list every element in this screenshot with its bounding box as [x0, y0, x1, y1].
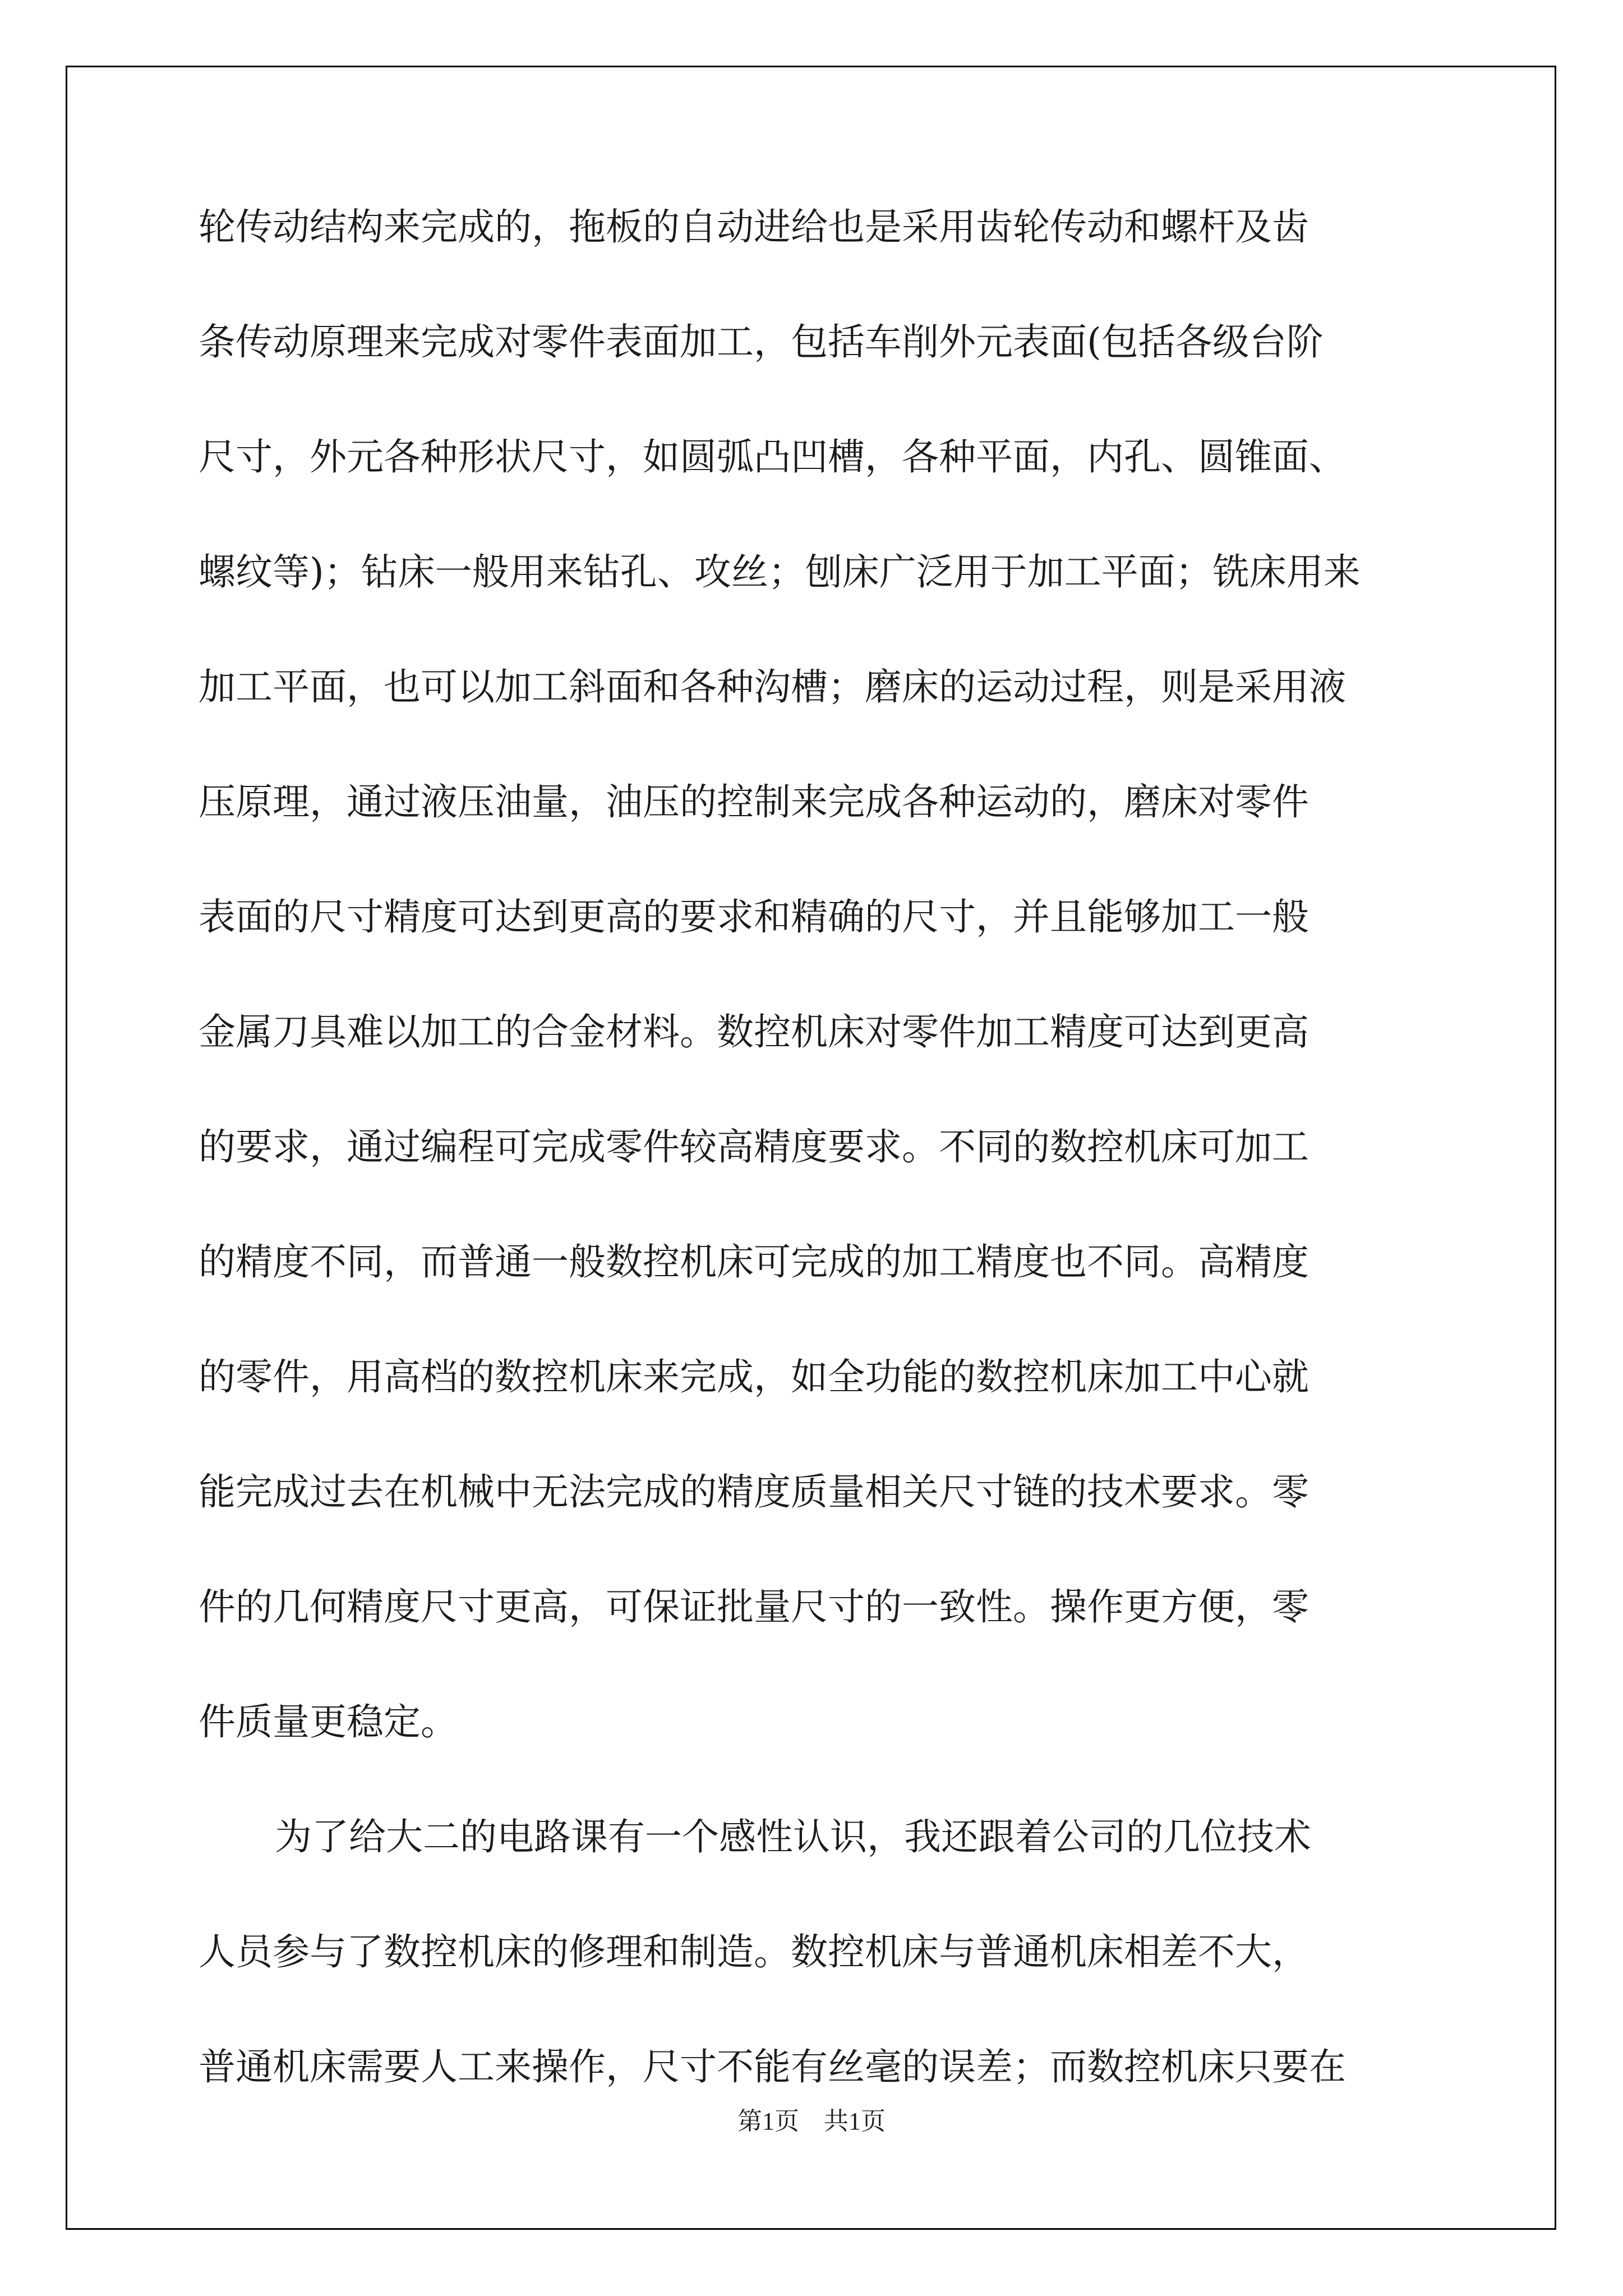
text-line: 条传动原理来完成对零件表面加工，包括车削外元表面(包括各级台阶	[199, 320, 1324, 364]
text-line: 螺纹等)；钻床一般用来钻孔、攻丝；刨床广泛用于加工平面；铣床用来	[199, 550, 1361, 593]
text-line: 能完成过去在机械中无法完成的精度质量相关尺寸链的技术要求。零	[199, 1470, 1309, 1513]
text-line: 压原理，通过液压油量，油压的控制来完成各种运动的，磨床对零件	[199, 780, 1309, 823]
page-number: 第1页	[737, 2108, 799, 2135]
document-body	[199, 205, 1432, 2160]
text-line: 的零件，用高档的数控机床来完成，如全功能的数控机床加工中心就	[199, 1355, 1309, 1398]
text-line: 加工平面，也可以加工斜面和各种沟槽；磨床的运动过程，则是采用液	[199, 665, 1346, 708]
text-line: 轮传动结构来完成的，拖板的自动进给也是采用齿轮传动和螺杆及齿	[199, 205, 1309, 249]
text-line: 的要求，通过编程可完成零件较高精度要求。不同的数控机床可加工	[199, 1125, 1309, 1168]
paragraph-first-line: 为了给大二的电路课有一个感性认识，我还跟着公司的几位技术	[275, 1815, 1311, 1858]
text-line: 件的几何精度尺寸更高，可保证批量尺寸的一致性。操作更方便，零	[199, 1585, 1309, 1628]
text-line: 表面的尺寸精度可达到更高的要求和精确的尺寸，并且能够加工一般	[199, 895, 1309, 938]
text-line: 普通机床需要人工来操作，尺寸不能有丝毫的误差；而数控机床只要在	[199, 2045, 1346, 2088]
text-line: 的精度不同，而普通一般数控机床可完成的加工精度也不同。高精度	[199, 1240, 1309, 1283]
text-line: 件质量更稳定。	[199, 1700, 458, 1743]
text-line: 尺寸，外元各种形状尺寸，如圆弧凸凹槽，各种平面，内孔、圆锥面、	[199, 435, 1346, 478]
text-line: 人员参与了数控机床的修理和制造。数控机床与普通机床相差不大，	[199, 1930, 1309, 1973]
text-line: 金属刀具难以加工的合金材料。数控机床对零件加工精度可达到更高	[199, 1010, 1309, 1053]
page-footer	[0, 2101, 1623, 2137]
page-total: 共1页	[824, 2108, 886, 2135]
